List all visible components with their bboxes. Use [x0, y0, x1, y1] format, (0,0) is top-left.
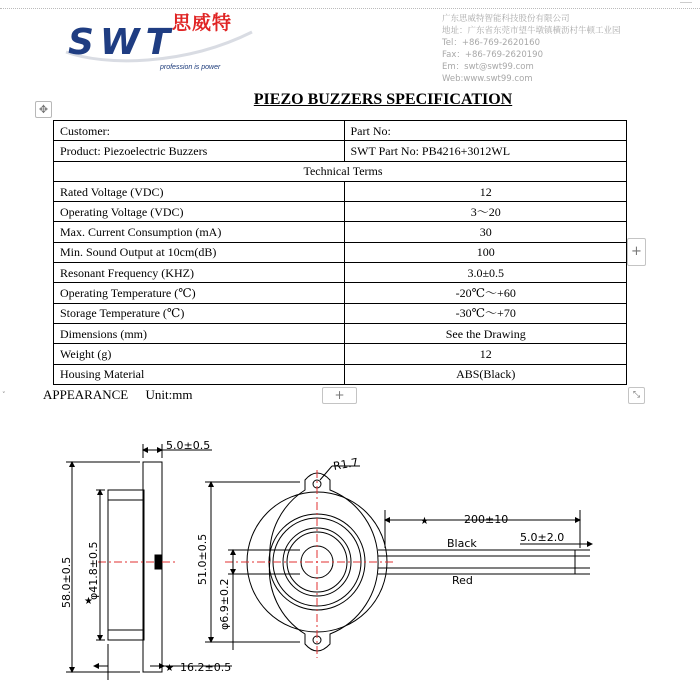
star-mark: ★: [165, 663, 174, 674]
page-title: PIEZO BUZZERS SPECIFICATION: [253, 91, 513, 108]
dim-inner-diameter: φ41.8±0.5: [87, 541, 100, 600]
part-no-label: Part No:: [345, 121, 627, 141]
add-row-button[interactable]: +: [322, 387, 357, 404]
collapse-arrow-icon[interactable]: ˅: [2, 391, 6, 399]
dim-strip-length: 5.0±2.0: [520, 531, 565, 544]
spec-value: 12: [345, 344, 627, 364]
table-row: [54, 161, 627, 181]
wire-black-label: Black: [447, 537, 477, 550]
spec-label: Operating Temperature (℃): [54, 283, 345, 303]
company-info: [442, 13, 621, 85]
spec-label: Weight (g): [54, 344, 345, 364]
logo-chinese-name: 思威特: [172, 12, 233, 34]
table-resize-handle[interactable]: ⤡: [628, 387, 645, 404]
dim-depth: 16.2±0.5: [180, 661, 232, 674]
dim-hole: φ6.9±0.2: [218, 578, 231, 630]
table-row: [54, 263, 627, 283]
spec-label: Housing Material: [54, 364, 345, 384]
company-tel: Tel：+86-769-2620160: [442, 38, 540, 48]
front-view: [205, 466, 592, 658]
section-header: Technical Terms: [54, 161, 627, 181]
customer-label: Customer:: [54, 121, 345, 141]
dim-outer-height: 58.0±0.5: [60, 556, 73, 608]
appearance-unit: Unit:mm: [145, 387, 193, 402]
dim-radius: R1.7: [332, 455, 360, 473]
table-row: [54, 323, 627, 343]
spec-value: -20℃～+60: [345, 283, 627, 303]
company-web: Web:www.swt99.com: [442, 74, 533, 84]
spec-value: 30: [345, 222, 627, 242]
spec-value: 100: [345, 242, 627, 262]
spec-value: ABS(Black): [345, 364, 627, 384]
add-column-button[interactable]: +: [627, 238, 646, 266]
dim-wire-length: 200±10: [464, 513, 509, 526]
dim-body-height: 51.0±0.5: [196, 533, 209, 585]
spec-table: [53, 120, 627, 385]
page-corner-mark: [680, 2, 692, 11]
spec-label: Resonant Frequency (KHZ): [54, 263, 345, 283]
appearance-heading: [43, 387, 206, 403]
table-move-handle[interactable]: ✥: [35, 101, 52, 118]
company-address: 地址：广东省东莞市望牛墩镇横沥村牛顿工业园: [442, 26, 621, 36]
company-email: Em：swt@swt99.com: [442, 62, 534, 72]
spec-value: 3～20: [345, 202, 627, 222]
table-row: [54, 242, 627, 262]
spec-value: See the Drawing: [345, 323, 627, 343]
table-row: [54, 141, 627, 161]
swt-part-label: SWT Part No: PB4216+3012WL: [345, 141, 627, 161]
star-mark: ★: [420, 516, 429, 527]
logo-brand-text: SWT: [68, 22, 177, 63]
table-row: [54, 364, 627, 384]
table-row: [54, 344, 627, 364]
spec-value: 3.0±0.5: [345, 263, 627, 283]
table-row: [54, 303, 627, 323]
logo-tagline: profession is power: [160, 64, 221, 71]
spec-label: Operating Voltage (VDC): [54, 202, 345, 222]
appearance-label: APPEARANCE: [43, 387, 129, 402]
company-name: 广东思威特智能科技股份有限公司: [442, 14, 570, 24]
spec-label: Min. Sound Output at 10cm(dB): [54, 242, 345, 262]
table-row: [54, 181, 627, 201]
dim-top-width: 5.0±0.5: [166, 439, 211, 452]
buzzer-drawing: [0, 410, 700, 691]
spec-label: Max. Current Consumption (mA): [54, 222, 345, 242]
product-label: Product: Piezoelectric Buzzers: [54, 141, 345, 161]
star-mark: ★: [84, 596, 93, 607]
page-top-rule: [0, 8, 700, 9]
company-fax: Fax：+86-769-2620190: [442, 50, 543, 60]
wire-red-label: Red: [452, 574, 473, 587]
swt-logo: [64, 22, 254, 66]
table-row: [54, 121, 627, 141]
table-row: [54, 202, 627, 222]
spec-value: 12: [345, 181, 627, 201]
spec-label: Storage Temperature (℃): [54, 303, 345, 323]
spec-value: -30℃～+70: [345, 303, 627, 323]
table-row: [54, 283, 627, 303]
table-row: [54, 222, 627, 242]
spec-label: Rated Voltage (VDC): [54, 181, 345, 201]
spec-label: Dimensions (mm): [54, 323, 345, 343]
